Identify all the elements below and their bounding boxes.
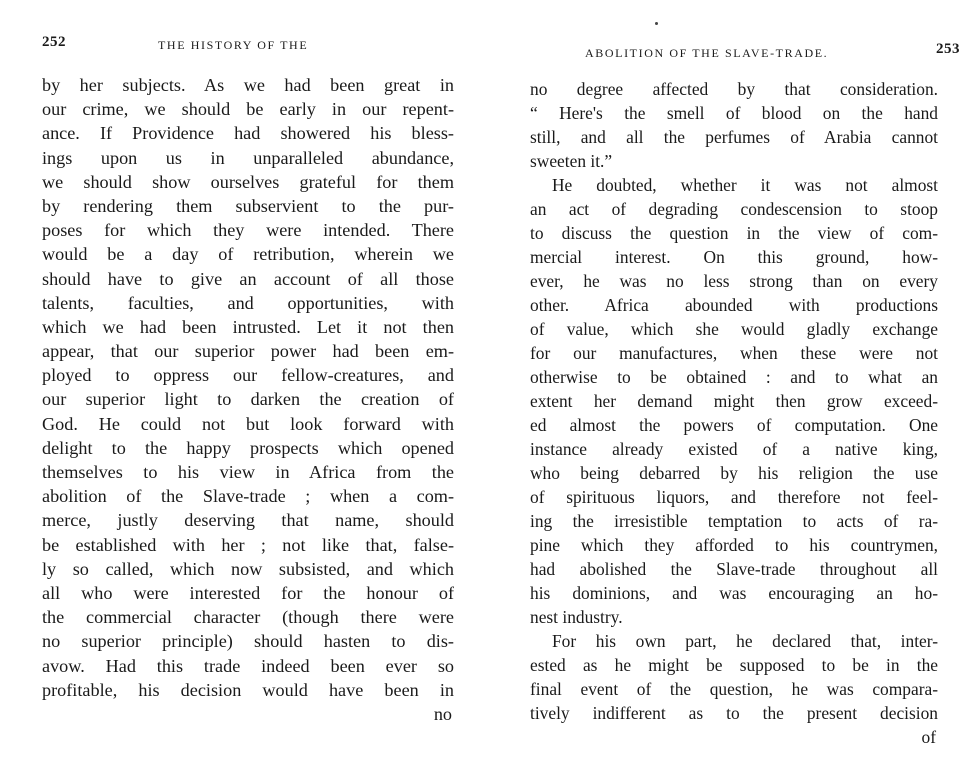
text-line: ested as he might be supposed to be in the (530, 655, 938, 675)
text-line: tively indifferent as to the present decision (530, 703, 938, 723)
left-running-head (42, 34, 454, 56)
text-line: we should show ourselves grateful for them (42, 171, 454, 192)
text-line: ly so called, which now subsisted, and which (42, 558, 454, 579)
text-line: For his own part, he declared that, inter- (552, 631, 938, 651)
text-line: be established with her ; not like that, false- (42, 534, 454, 555)
right-page-text (530, 77, 938, 749)
text-line: themselves to his view in Africa from the (42, 462, 454, 482)
text-line: would be a day of retribution, wherein we (42, 244, 454, 265)
text-line: should have to give an account of all those (42, 268, 454, 289)
text-line: appear, that our superior power had been em- (42, 341, 454, 362)
right-running-head (530, 34, 960, 60)
left-running-title: THE HISTORY OF THE (158, 38, 309, 52)
right-running-title: ABOLITION OF THE SLAVE-TRADE. (585, 46, 829, 60)
text-line: profitable, his decision would have been in (42, 679, 454, 700)
text-line: our crime, we should be early in our repent- (42, 99, 454, 120)
text-line: an act of degrading condescension to stoop (530, 199, 938, 219)
text-line: who being debarred by his religion the use (530, 463, 938, 483)
text-line: pine which they afforded to his countrymen, (530, 535, 938, 555)
text-line: all who were interested for the honour of (42, 582, 454, 603)
text-line: his dominions, and was encouraging an ho- (530, 583, 938, 603)
text-line: ployed to oppress our fellow-creatures, and (42, 365, 454, 386)
text-line: still, and all the perfumes of Arabia cannot (530, 127, 938, 147)
ink-speck (655, 22, 658, 25)
text-line: by her subjects. As we had been great in (42, 75, 454, 95)
text-line: of value, which she would gladly exchange (530, 319, 938, 339)
text-line: extent her demand might then grow exceed- (530, 391, 938, 411)
text-line: for our manufactures, when these were not (530, 343, 938, 363)
text-line: final event of the question, he was compara- (530, 679, 938, 699)
text-line: instance already existed of a native king, (530, 439, 938, 459)
text-line: ing the irresistible temptation to acts of ra- (530, 511, 938, 531)
text-line: He doubted, whether it was not almost (552, 175, 938, 195)
text-line: our superior light to darken the creation of (42, 389, 454, 410)
text-line: which we had been intrusted. Let it not then (42, 316, 454, 337)
right-page-number: 253 (936, 41, 960, 57)
text-line: poses for which they were intended. There (42, 220, 454, 241)
text-line: “ Here's the smell of blood on the hand (530, 103, 938, 123)
text-line: delight to the happy prospects which opened (42, 437, 454, 458)
text-line: avow. Had this trade indeed been ever so (42, 655, 454, 676)
text-line: of spirituous liquors, and therefore not feel- (530, 487, 938, 507)
text-line: by rendering them subservient to the pur- (42, 195, 454, 216)
text-line: nest industry. (530, 607, 623, 627)
catchword: of (921, 727, 936, 747)
text-line: talents, faculties, and opportunities, with (42, 292, 454, 313)
text-line: ed almost the powers of computation. One (530, 415, 938, 435)
text-line: ings upon us in unparalleled abundance, (42, 147, 454, 168)
text-line: ever, he was no less strong than on every (530, 271, 938, 291)
text-line: sweeten it.” (530, 151, 613, 171)
catchword: no (433, 703, 452, 724)
text-line: ance. If Providence had showered his bless- (42, 123, 454, 144)
text-line: other. Africa abounded with productions (530, 295, 938, 315)
text-line: God. He could not but look forward with (42, 413, 454, 434)
text-line: no superior principle) should hasten to dis- (42, 631, 454, 652)
text-line: no degree affected by that consideration. (530, 79, 938, 99)
text-line: abolition of the Slave-trade ; when a com- (42, 486, 454, 507)
left-page-text (42, 73, 454, 726)
text-line: merce, justly deserving that name, should (42, 510, 454, 531)
text-line: to discuss the question in the view of com- (530, 223, 938, 243)
text-line: mercial interest. On this ground, how- (530, 247, 938, 267)
left-page-number: 252 (42, 34, 66, 50)
text-line: otherwise to be obtained : and to what an (530, 367, 938, 387)
text-line: had abolished the Slave-trade throughout all (530, 559, 938, 579)
text-line: the commercial character (though there were (42, 607, 454, 628)
